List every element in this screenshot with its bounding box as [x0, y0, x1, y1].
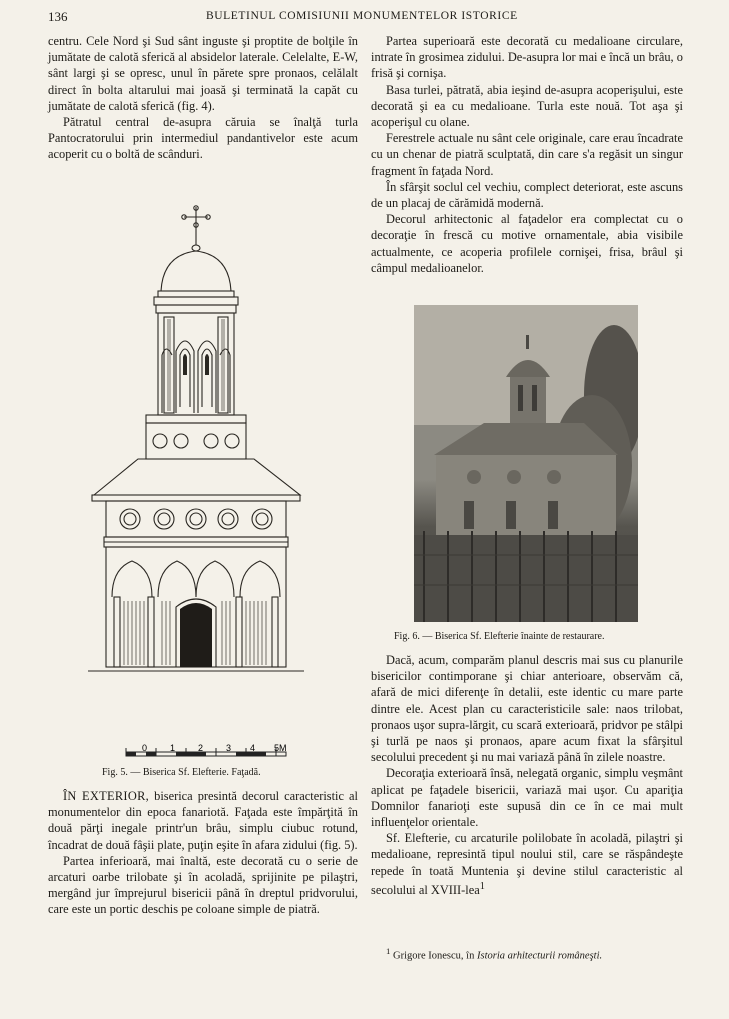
paragraph: În sfârşit soclul cel vechiu, complect deteriorat, este ascuns de un placaj de cărămidă modernă.	[371, 179, 683, 211]
footnote-text: Grigore Ionescu, în	[393, 950, 475, 962]
section-lead: ÎN EXTERIOR,	[63, 789, 150, 803]
paragraph: Dacă, acum, comparăm planul descris mai sus cu planurile bisericilor contimporane şi chiar anterioare, observăm că, afară de mici diferenţe în detalii, este identic cu mare parte dintre ele. Acest plan cu caracteristicile sale: naos trilobat, pronaos uşor supra-lărgit, cu scară exterioară, pridvor pe stâlpi şi turlă pe naos şi pronaos, apare acum fixat la sfârşitul secolului precedent şi nu mai variază până în zilele noastre.	[371, 653, 683, 765]
right-column-bottom	[371, 652, 683, 898]
paragraph	[48, 788, 358, 853]
figure-5-caption: Fig. 5. — Biserica Sf. Elefterie. Faţadă.	[102, 767, 261, 778]
paragraph: Basa turlei, pătrată, abia ieşind de-asupra acoperişului, este decorată şi ea cu medalioane. Turla este nouă. Tot aşa şi acoperişul cu olane.	[371, 82, 683, 130]
paragraph: Decorul arhitectonic al faţadelor era complectat cu o decoraţie în frescă cu motive ornamentale, abia visibile actualmente, ce acoperia profilele cornişei, frisa, brâul şi câmpul medalioanelor.	[371, 212, 683, 275]
scale-label: 0	[142, 743, 148, 753]
scale-label: 2	[198, 743, 204, 753]
scale-label: 1	[170, 743, 176, 753]
scale-label: 4	[250, 743, 256, 753]
paragraph-text: Sf. Elefterie, cu arcaturile polilobate în acoladă, pilaştri şi medalioane, represintă tipul noului stil, care se răspândeşte repede în toată Muntenia şi devine stilul caracteristic al secolului al XVIII-lea	[371, 831, 683, 897]
paragraph: Decoraţia exterioară însă, nelegată organic, simplu veşmânt aplicat pe faţadele bisericii, variază mai uşor. Cu apariţia Domnilor fanarioţi este supusă din ce în ce mai mult influenţelor orientale.	[371, 766, 683, 830]
paragraph: Partea inferioară, mai înaltă, este decorată cu o serie de arcaturi oarbe trilobate şi în acoladă, sprijinite pe pilaştri, mergând jur împrejurul bisericii până în dreptul pridvorului, care este un portic deschis pe coloane simple de piatră.	[48, 853, 358, 917]
running-title: BULETINUL COMISIUNII MONUMENTELOR ISTORICE	[206, 10, 518, 22]
paragraph	[371, 830, 683, 898]
left-column-bottom	[48, 788, 358, 918]
church-photograph	[414, 305, 638, 622]
figure-6-caption: Fig. 6. — Biserica Sf. Elefterie înainte de restaurare.	[394, 631, 605, 642]
page-number: 136	[48, 9, 68, 24]
church-facade-drawing	[84, 205, 308, 693]
paragraph-text: biserica presintă decorul caracteristic al monumentelor din epoca fanariotă. Faţada este împărţită în două părţi inegale printr'un brâu, simplu ciubuc rotund, încadrat de două fâşii plate, puţin eşite în afara zidului (fig. 5).	[48, 789, 358, 852]
footnote	[386, 946, 602, 962]
drawing-scale-bar	[124, 742, 300, 764]
scale-label: 5M	[274, 743, 287, 753]
paragraph: centru. Cele Nord şi Sud sânt inguste şi proptite de bolţile în jumătate de calotă sferică al absidelor laterale. Celelalte, E-W, sânt largi şi se opresc, unul în părete spre pronaos, celălalt direct în bolta altarului mai joasă şi terminată la capăt cu jumătate de calotă sferică (fig. 4).	[48, 34, 358, 113]
paragraph: Partea superioară este decorată cu medalioane circulare, intrate în grosimea zidului. De-asupra lor mai e încă un brâu, o frisă şi cornişa.	[371, 34, 683, 81]
footnote-marker: 1	[386, 946, 391, 956]
paragraph: Ferestrele actuale nu sânt cele originale, care erau încadrate cu un chenar de piatră sculptată, din care s'a regăsit un singur fragment în faţada Nord.	[371, 131, 683, 178]
footnote-source: Istoria arhitecturii româneşti.	[476, 950, 603, 962]
right-column-top	[371, 33, 683, 276]
paragraph: Pătratul central de-asupra căruia se înalţă turla Pantocratorului prin intermediul pandantivelor este acum acoperit cu o boltă de scânduri.	[48, 115, 358, 162]
scale-label: 3	[226, 743, 232, 753]
footnote-reference: 1	[479, 880, 485, 892]
left-column-top	[48, 33, 358, 163]
